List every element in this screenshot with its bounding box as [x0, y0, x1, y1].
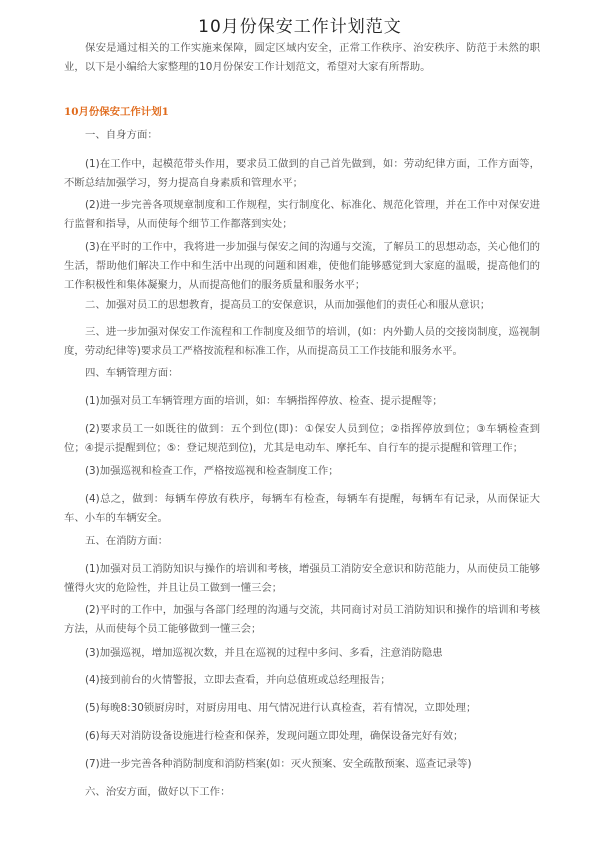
paragraph-self-1: (1)在工作中，起模范带头作用，要求员工做到的自己首先做到，如：劳动纪律方面，工作方面等，不断总结加强学习，努力提高自身素质和管理水平； [64, 158, 540, 189]
paragraph-vehicle-4: (4)总之，做到：每辆车停放有秩序，每辆车有检查，每辆车有提醒，每辆车有记录，从而保证大车、小车的车辆安全。 [64, 493, 540, 524]
heading-vehicle: 四、车辆管理方面： [85, 367, 179, 379]
paragraph-fire-3: (3)加强巡视，增加巡视次数，并且在巡视的过程中多问、多看，注意消防隐患 [85, 647, 443, 659]
paragraph-training: 三、进一步加强对保安工作流程和工作制度及细节的培训，(如：内外勤人员的交接岗制度，巡视制度，劳动纪律等)要求员工严格按流程和标准工作，从而提高员工工作技能和服务水平。 [64, 326, 540, 357]
paragraph-vehicle-3: (3)加强巡视和检查工作，严格按巡视和检查制度工作； [85, 465, 339, 477]
page-title: 10月份保安工作计划范文 [198, 17, 402, 37]
section-heading: 10月份保安工作计划1 [64, 106, 169, 118]
paragraph-vehicle-2: (2)要求员工一如既往的做到：五个到位(即)：①保安人员到位；②指挥停放到位；③车辆检查到位；④提示提醒到位；⑤：登记规范到位)，尤其是电动车、摩托车、自行车的提示提醒和管理工作； [64, 423, 540, 454]
paragraph-fire-4: (4)接到前台的火情警报，立即去查看，并向总值班或总经理报告； [85, 674, 391, 686]
paragraph-fire-6: (6)每天对消防设备设施进行检查和保养，发现问题立即处理，确保设备完好有效； [85, 730, 464, 742]
heading-fire: 五、在消防方面： [85, 535, 169, 547]
paragraph-self-3: (3)在平时的工作中，我将进一步加强与保安之间的沟通与交流，了解员工的思想动态，关心他们的生活，帮助他们解决工作中和生活中出现的问题和困难，使他们能够感觉到大家庭的温暖，提高他们的工作积极性和集体凝聚力，从而提高他们的服务质量和服务水平； [64, 241, 540, 291]
paragraph-fire-7: (7)进一步完善各种消防制度和消防档案(如：灭火预案、安全疏散预案、巡查记录等) [85, 758, 472, 770]
paragraph-education: 二、加强对员工的思想教育，提高员工的安保意识，从而加强他们的责任心和服从意识； [85, 299, 491, 311]
intro-paragraph: 保安是通过相关的工作实施来保障，圆定区域内安全，正常工作秩序、治安秩序、防范于未然的职业，以下是小编给大家整理的10月份保安工作计划范文，希望对大家有所帮助。 [64, 42, 540, 73]
heading-security: 六、治安方面，做好以下工作： [85, 786, 231, 798]
paragraph-fire-1: (1)加强对员工消防知识与操作的培训和考核，增强员工消防安全意识和防范能力，从而使员工能够懂得火灾的危险性，并且让员工做到一懂三会； [64, 563, 540, 594]
heading-self: 一、自身方面： [85, 129, 158, 141]
paragraph-vehicle-1: (1)加强对员工车辆管理方面的培训，如：车辆指挥停放、检查、提示提醒等； [85, 395, 443, 407]
paragraph-fire-2: (2)平时的工作中，加强与各部门经理的沟通与交流，共同商讨对员工消防知识和操作的培训和考核方法，从而使每个员工能够做到一懂三会； [64, 604, 540, 635]
paragraph-fire-5: (5)每晚8:30锁厨房时，对厨房用电、用气情况进行认真检查，若有情况，立即处理； [85, 702, 477, 714]
paragraph-self-2: (2)进一步完善各项规章制度和工作规程，实行制度化、标准化、规范化管理，并在工作中对保安进行监督和指导，从而使每个细节工作都落到实处； [64, 199, 540, 230]
